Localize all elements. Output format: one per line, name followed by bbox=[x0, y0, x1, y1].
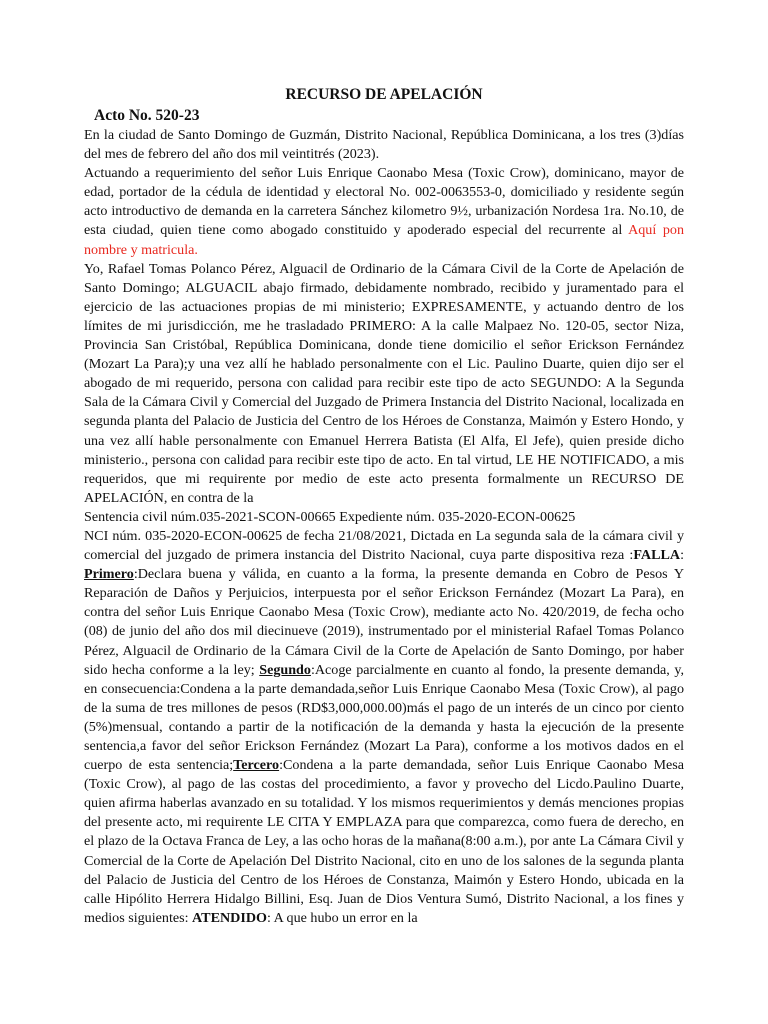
sentence-reference-line: Sentencia civil núm.035-2021-SCON-00665 Expediente núm. 035-2020-ECON-00625 bbox=[84, 508, 576, 525]
segundo-text: :Acoge parcialmente en cuanto al fondo, la presente demanda, y, en consecuencia:Condena a la parte demandada,señor Luis Enrique Caonabo Mesa (Toxic Crow), al pago de la suma de tres millones de pesos (RD$3,000,000.00)más el pago de un interés de un cinco por ciento (5%)mensual, contando a partir de la notificación de la demanda y hasta la ejecución de la presente sentencia,a favor del señor Erickson Fernández (Mozart La Para), conforme a los motivos dados en el cuerpo de esta sentencia; bbox=[84, 661, 684, 774]
act-number: Acto No. 520-23 bbox=[94, 107, 200, 124]
falla-label: FALLA bbox=[633, 547, 681, 564]
falla-colon: : bbox=[680, 547, 684, 564]
primero-text: :Declara buena y válida, en cuanto a la forma, la presente demanda en Cobro de Pesos Y Reparación de Daños y Perjuicios, interpuesta por el señor Erickson Fernández (Mozart La Para), en contra del señor Luis Enrique Caonabo Mesa (Toxic Crow), mediante acto No. 420/2019, de fecha ocho (08) de junio del año dos mil diecinueve (2019), instrumentado por el ministerial Rafael Tomas Polanco Pérez, Alguacil de Ordinario de la Cámara Civil de la Corte de Apelación de Santo Domingo, por haber sido hecha conforme a la ley; bbox=[84, 566, 684, 678]
document-title: RECURSO DE APELACIÓN bbox=[285, 86, 483, 103]
primero-label: Primero bbox=[84, 566, 134, 583]
tercero-label: Tercero bbox=[233, 757, 280, 774]
paragraph-bailiff: Yo, Rafael Tomas Polanco Pérez, Alguacil de Ordinario de la Cámara Civil de la Corte de Apelación de Santo Domingo; ALGUACIL abajo firmado, debidamente nombrado, recibido y juramentado para el ejercicio de las actuaciones propias de mi ministerio; EXPRESAMENTE, y actuando dentro de los límites de mi jurisdicción, me he trasladado PRIMERO: A la calle Malpaez No. 120-05, sector Niza, Provincia San Cristóbal, República Dominicana, donde tiene domicilio el señor Erickson Fernández (Mozart La Para);y una vez allí he hablado personalmente con el Lic. Paulino Duarte, quien dijo ser el abogado de mi requerido, persona con calidad para recibir este tipo de acto SEGUNDO: A la Segunda Sala de la Cámara Civil y Comercial del Juzgado de Primera Instancia del Distrito Nacional, localizada en segunda planta del Palacio de Justicia del Centro de los Héroes de Constanza, Maimón y Estero Hondo, y una vez allí hable personalmente con Emanuel Herrera Batista (El Alfa, El Jefe), quien preside dicho ministerio., persona con calidad para recibir este tipo de acto. En tal virtud, LE HE NOTIFICADO, a mis requeridos, que mi requirente por medio de este acto presenta formalmente un RECURSO DE APELACIÓN, en contra de la bbox=[84, 260, 684, 506]
atendido-text: : A que hubo un error en la bbox=[266, 909, 418, 926]
paragraph-requester bbox=[84, 164, 684, 259]
paragraph-date: En la ciudad de Santo Domingo de Guzmán, Distrito Nacional, República Dominicana, a los tres (3)días del mes de febrero del año dos mil veintitrés (2023). bbox=[84, 127, 684, 163]
atendido-label: ATENDIDO bbox=[192, 909, 267, 926]
nci-reference: NCI núm. 035-2020-ECON-00625 de fecha 21/08/2021, Dictada en La segunda sala de la cámara civil y comercial del juzgado de primera instancia del Distrito Nacional, cuya parte dispositiva reza : bbox=[84, 527, 684, 564]
segundo-label: Segundo bbox=[259, 661, 311, 678]
document-body bbox=[84, 126, 684, 928]
requester-text: Actuando a requerimiento del señor Luis Enrique Caonabo Mesa (Toxic Crow), dominicano, mayor de edad, portador de la cédula de identidad y electoral No. 002-0063553-0, domiciliado y residente según acto introductivo de demanda en la carretera Sánchez kilometro 9½, urbanización Nordesa 1ra. No.10, de esta ciudad, quien tiene como abogado constituido y apoderado especial del recurrente al bbox=[84, 165, 684, 239]
lawyer-placeholder: Aquí pon nombre y matricula. bbox=[84, 222, 684, 258]
paragraph-ruling bbox=[84, 527, 684, 928]
tercero-text: :Condena a la parte demandada, señor Luis Enrique Caonabo Mesa (Toxic Crow), al pago de las costas del procedimiento, a favor y provecho del Licdo.Paulino Duarte, quien afirma haberlas avanzado en su totalidad. Y los mismos requerimientos y demás menciones propias del presente acto, mi requirente LE CITA Y EMPLAZA para que comparezca, como fuera de derecho, en el plazo de la Octava Franca de Ley, a las ocho horas de la mañana(8:00 a.m.), por ante La Cámara Civil y Comercial de la Corte de Apelación Del Distrito Nacional, cito en uno de los salones de la segunda planta del Palacio de Justicia del Centro de los Héroes de Constanza, Maimón y Estero Hondo, ubicada en la calle Hipólito Herrera Hidalgo Billini, Esq. Juan de Dios Ventura Sumó, Distrito Nacional, a los fines y medios siguientes: bbox=[84, 757, 684, 926]
